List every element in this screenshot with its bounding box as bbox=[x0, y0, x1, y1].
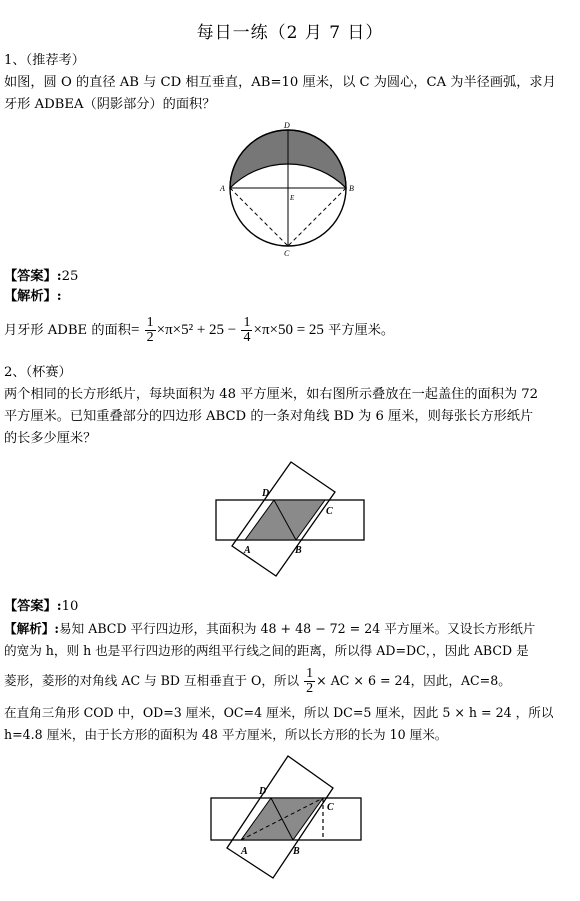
q2-label-a: A bbox=[244, 545, 251, 556]
q2-text-line1: 两个相同的长方形纸片，每块面积为 48 平方厘米，如右图所示叠放在一起盖住的面积为 72 bbox=[4, 387, 539, 402]
q1-answer-label: 【答案】: bbox=[4, 269, 62, 284]
q2s-label-b: B bbox=[293, 846, 300, 857]
q2-analysis-line1: 【解析】:易知 ABCD 平行四边形，其面积为 48 + 48 − 72 = 24 平方厘米。又设长方形纸片 bbox=[4, 621, 536, 636]
q1-circle-figure bbox=[210, 120, 360, 260]
q1-label-b: B bbox=[349, 184, 354, 193]
q2-analysis-line4: 在直角三角形 COD 中，OD=3 厘米，OC=4 厘米，所以 DC=5 厘米，因此 5 × h = 24 ，所以 bbox=[4, 705, 554, 720]
q1-analysis-label: 【解析】: bbox=[4, 289, 62, 304]
q2-answer-value: 10 bbox=[61, 599, 79, 614]
q1-label-c: C bbox=[284, 249, 290, 258]
q1-label-d: D bbox=[284, 121, 290, 130]
q1-answer bbox=[4, 266, 78, 288]
q1-header: 1、（推荐考） bbox=[4, 53, 85, 68]
q1-formula: 月牙形 ADBE 的面积= $\frac{1}{2}$ ×π×5² + 25 − $\frac{1}{4}$ ×π×50 = 25 平方厘米。 bbox=[4, 315, 395, 345]
q2-label-d: D bbox=[262, 488, 270, 499]
q1-formula-frac1: $\frac{1}{2}$ bbox=[146, 315, 154, 345]
q1-segment-bc bbox=[288, 188, 346, 246]
q2-label-c: C bbox=[326, 506, 333, 517]
q1-formula-part1: ×π×5² + 25 − bbox=[156, 322, 237, 338]
q1-formula-frac2: $\frac{1}{4}$ bbox=[243, 315, 251, 345]
q2-solution-figure bbox=[205, 752, 365, 887]
q1-formula-prefix: 月牙形 ADBE 的面积 bbox=[4, 323, 131, 338]
q2-analysis-frac: $\frac{1}{2}$ bbox=[306, 666, 314, 696]
q2s-label-c: C bbox=[327, 802, 334, 813]
q2s-label-d: D bbox=[259, 786, 267, 797]
q2s-label-a: A bbox=[241, 846, 248, 857]
q1-text-line2: 牙形 ADBEA（阴影部分）的面积？ bbox=[4, 97, 216, 112]
q1-formula-unit: 平方厘米。 bbox=[323, 323, 395, 338]
q2-label-b: B bbox=[295, 545, 302, 556]
q1-segment-ac bbox=[230, 188, 288, 246]
q2-header: 2、（杯赛） bbox=[4, 365, 72, 380]
q2-analysis-line5: h=4.8 厘米，由于长方形的面积为 48 平方厘米，所以长方形的长为 10 厘米。 bbox=[4, 727, 448, 742]
q1-formula-part2: ×π×50 = 25 bbox=[253, 322, 324, 338]
q1-text-line1: 如图，圆 O 的直径 AB 与 CD 相互垂直，AB=10 厘米，以 C 为圆心，CA 为半径画弧，求月 bbox=[4, 75, 556, 90]
q1-label-a: A bbox=[220, 184, 225, 193]
q1-answer-value: 25 bbox=[61, 269, 79, 284]
q2-analysis-line3: 菱形，菱形的对角线 AC 与 BD 互相垂直于 O，所以 $\frac{1}{2}$ × AC × 6 = 24，因此，AC=8。 bbox=[4, 666, 511, 696]
q2-answer-label: 【答案】: bbox=[4, 599, 62, 614]
q2-text-line3: 的长多少厘米？ bbox=[4, 431, 97, 446]
page-title: 每日一练（2 月 7 日） bbox=[196, 23, 384, 43]
q2-analysis-label: 【解析】: bbox=[4, 621, 60, 636]
q1-label-e: E bbox=[290, 194, 295, 202]
q2-text-line2: 平方厘米。已知重叠部分的四边形 ABCD 的一条对角线 BD 为 6 厘米，则每张长方形纸片 bbox=[4, 409, 534, 424]
q2-overlap-figure bbox=[210, 458, 370, 583]
q2-answer bbox=[4, 596, 78, 618]
q2-analysis-line2: 的宽为 h，则 h 也是平行四边形的两组平行线之间的距离，所以得 AD=DC，，因此 ABCD 是 bbox=[4, 643, 529, 658]
